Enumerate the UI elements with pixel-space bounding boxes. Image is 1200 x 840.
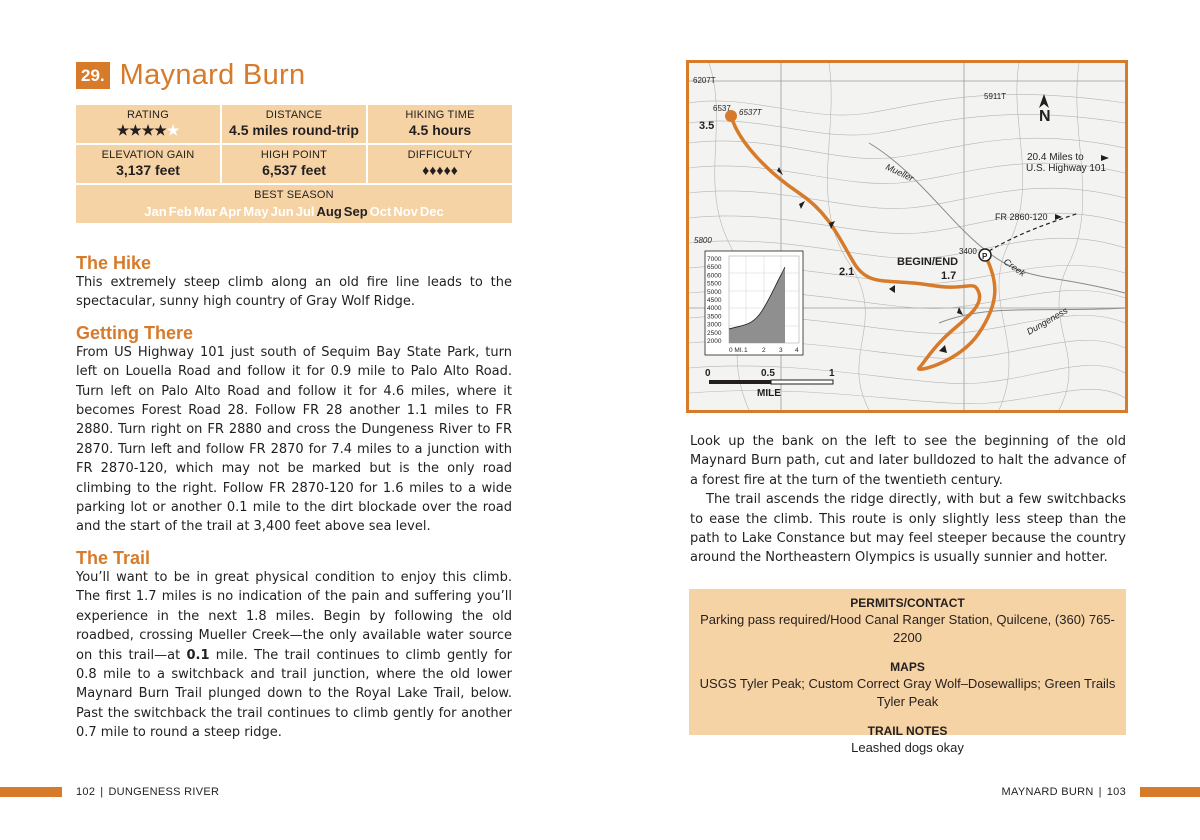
the-trail-heading: The Trail — [76, 547, 151, 568]
map-mueller: Mueller — [884, 161, 916, 184]
map-summit-elev2: 6537T — [739, 108, 762, 117]
scale-05: 0.5 — [761, 368, 775, 379]
info-row-2 — [76, 145, 512, 185]
season-month: Jul — [295, 204, 315, 219]
map-highway-note-2: U.S. Highway 101 — [1026, 163, 1107, 174]
season-month: Aug — [316, 204, 342, 219]
map-elev-top-right: 5911T — [984, 92, 1007, 101]
trail-text-part-1: You’ll want to be in great physical condition to enjoy this climb. The first 1.7 miles is no indication of the pain and suffering you’ll experience in the next 1.8 miles. Begin by following the old roadbed, crossing Mueller Creek—the only available water source on this trail—at — [76, 569, 512, 663]
star-icon: ★ — [154, 122, 167, 138]
profile-y-tick: 3000 — [707, 321, 722, 329]
season-month: Dec — [419, 204, 444, 219]
getting-there-text: From US Highway 101 just south of Sequim Bay State Park, turn left on Louella Road and follow it for 0.9 mile to Palo Alto Road. Turn left on Palo Alto Road and follow it for 4.6 miles, where it becomes Forest Road 28. Follow FR 28 another 1.1 miles to FR 2880. Turn right on FR 2880 and cross the Dungeness River to FR 2870. Turn left and follow FR 2870 for 7.4 miles to a junction with FR 2870-120, which may not be marked but is the only road climbing to the right. Follow FR 2870-120 for 1.6 miles to a wide parking lot or another 0.1 mile to the dirt blockade over the road and the start of the trail at 3,400 feet above sea level. — [76, 344, 512, 535]
high-point-cell — [222, 145, 368, 183]
season-month: Sep — [343, 204, 368, 219]
map-contour-5800: 5800 — [694, 236, 712, 245]
profile-x-tick: 2 — [762, 347, 766, 354]
trail-notes-value: Leashed dogs okay — [851, 740, 964, 755]
map-mile-21: 2.1 — [839, 266, 855, 278]
permits-heading: PERMITS/CONTACT — [850, 596, 965, 610]
rating-stars — [76, 122, 220, 139]
getting-there-heading: Getting There — [76, 322, 194, 343]
season-month: May — [243, 204, 269, 219]
season-months — [76, 201, 512, 220]
maps-heading: MAPS — [890, 660, 925, 674]
profile-x-tick: 4 — [795, 347, 799, 354]
the-trail-text — [76, 568, 512, 743]
hiking-time-cell — [368, 105, 512, 143]
maps-value: USGS Tyler Peak; Custom Correct Gray Wolf–Dosewallips; Green Trails Tyler Peak — [699, 676, 1116, 709]
right-section-name: MAYNARD BURN — [1001, 786, 1094, 798]
season-month: Jun — [270, 204, 294, 219]
hiking-time-label: HIKING TIME — [405, 109, 475, 121]
profile-y-tick: 6000 — [707, 272, 722, 280]
profile-y-tick: 4500 — [707, 297, 722, 304]
parking-p: P — [982, 252, 988, 261]
permits-value: Parking pass required/Hood Canal Ranger Station, Quilcene, (360) 765-2200 — [700, 612, 1115, 645]
right-para-1: Look up the bank on the left to see the beginning of the old Maynard Burn path, cut and later bulldozed to halt the advance of a forest fire at the turn of the twentieth century. — [690, 434, 1126, 488]
map-mile-17: 1.7 — [941, 270, 957, 282]
trail-text-mileage: 0.1 — [186, 647, 210, 663]
elevation-value: 3,137 feet — [116, 162, 180, 178]
footer-bar-left — [0, 787, 62, 797]
map-begin-elev: 3400 — [959, 247, 977, 256]
trail-map — [686, 60, 1128, 413]
map-scale-bar — [705, 368, 835, 399]
left-page-number: 102 — [76, 786, 96, 798]
season-month: Oct — [369, 204, 392, 219]
season-month: Jan — [144, 204, 167, 219]
the-hike-text: This extremely steep climb along an old fire line leads to the spectacular, sunny high country of Gray Wolf Ridge. — [76, 275, 512, 310]
north-arrow-icon — [1039, 94, 1049, 108]
left-section-name: DUNGENESS RIVER — [108, 786, 220, 798]
north-label: N — [1039, 108, 1051, 125]
footer-separator-left: | — [100, 786, 104, 798]
footer-bar-right — [1140, 787, 1200, 797]
hike-title-row — [76, 58, 512, 92]
right-page-number: 103 — [1106, 786, 1126, 798]
elevation-profile — [705, 251, 803, 355]
profile-x-tick: 0 MI. — [729, 347, 744, 354]
hiking-time-value: 4.5 hours — [408, 122, 472, 138]
high-point-value: 6,537 feet — [262, 162, 326, 178]
scale-unit: MILE — [757, 388, 781, 399]
distance-label: DISTANCE — [265, 109, 323, 121]
profile-y-tick: 5000 — [707, 288, 722, 296]
difficulty-label: DIFFICULTY — [407, 149, 473, 161]
season-month: Nov — [393, 204, 418, 219]
profile-y-tick: 4000 — [707, 305, 722, 313]
best-season — [76, 185, 512, 223]
distance-cell — [222, 105, 368, 143]
hike-info-box — [76, 105, 512, 223]
map-mile-35: 3.5 — [699, 120, 715, 132]
difficulty-value: ♦♦♦♦♦ — [422, 162, 458, 178]
star-icon: ★ — [116, 122, 130, 138]
map-begin-end: BEGIN/END — [897, 256, 959, 268]
left-page — [76, 58, 512, 743]
scale-0: 0 — [705, 368, 711, 379]
hike-number: 29. — [76, 62, 110, 89]
map-creek: Creek — [1001, 256, 1028, 279]
hike-title: Maynard Burn — [119, 58, 306, 91]
trail-notes-heading: TRAIL NOTES — [867, 724, 948, 738]
info-row-1 — [76, 105, 512, 145]
high-point-label: HIGH POINT — [260, 149, 328, 161]
difficulty-cell — [368, 145, 512, 183]
map-elev-top-left: 6207T — [693, 76, 716, 85]
profile-y-tick: 7000 — [707, 256, 722, 263]
map-dungeness: Dungeness — [1025, 305, 1070, 337]
rating-cell — [76, 105, 222, 143]
footer-separator-right: | — [1098, 786, 1102, 798]
permits-box — [689, 589, 1126, 755]
scale-1: 1 — [829, 368, 835, 379]
season-month: Apr — [218, 204, 242, 219]
profile-x-tick: 3 — [779, 347, 783, 354]
footer-left — [76, 786, 219, 798]
distance-value: 4.5 miles round-trip — [229, 122, 359, 138]
right-para-2: The trail ascends the ridge directly, with but a few switchbacks to ease the climb. This route is only slightly less steep than the path to Lake Constance but may feel steeper because the country around the Northeastern Olympics is usually sunnier and hotter. — [690, 492, 1126, 566]
the-hike-heading: The Hike — [76, 253, 152, 273]
map-summit-elev: 6537 — [713, 104, 731, 113]
trail-text-part-2: mile. The trail continues to climb gently for 0.8 mile to a switchback and trail junction, where the old lower Maynard Burn Trail plunged down to the Royal Lake Trail, below. Past the switchback the trail continues to climb gently for another 0.7 mile to round a steep ridge. — [76, 647, 512, 741]
star-icon: ★ — [166, 122, 180, 138]
profile-x-tick: 1 — [744, 347, 748, 354]
best-season-label: BEST SEASON — [254, 189, 334, 201]
star-icon: ★ — [141, 122, 155, 138]
map-road-label: FR 2860-120 — [995, 212, 1048, 222]
profile-y-tick: 3500 — [707, 313, 722, 321]
map-highway-note-1: 20.4 Miles to — [1027, 152, 1084, 163]
season-month: Mar — [193, 204, 217, 219]
profile-y-tick: 5500 — [707, 280, 722, 288]
season-month: Feb — [168, 204, 192, 219]
highway-arrow-icon — [1101, 155, 1109, 161]
profile-y-tick: 6500 — [707, 264, 722, 272]
profile-y-tick: 2000 — [707, 338, 722, 345]
star-icon: ★ — [129, 122, 142, 138]
profile-y-tick: 2500 — [707, 329, 722, 337]
elevation-label: ELEVATION GAIN — [101, 149, 195, 161]
elevation-cell — [76, 145, 222, 183]
rating-label: RATING — [127, 109, 169, 121]
right-page-text — [690, 432, 1126, 568]
trail-map-svg — [689, 63, 1125, 410]
footer-right — [1002, 786, 1126, 798]
